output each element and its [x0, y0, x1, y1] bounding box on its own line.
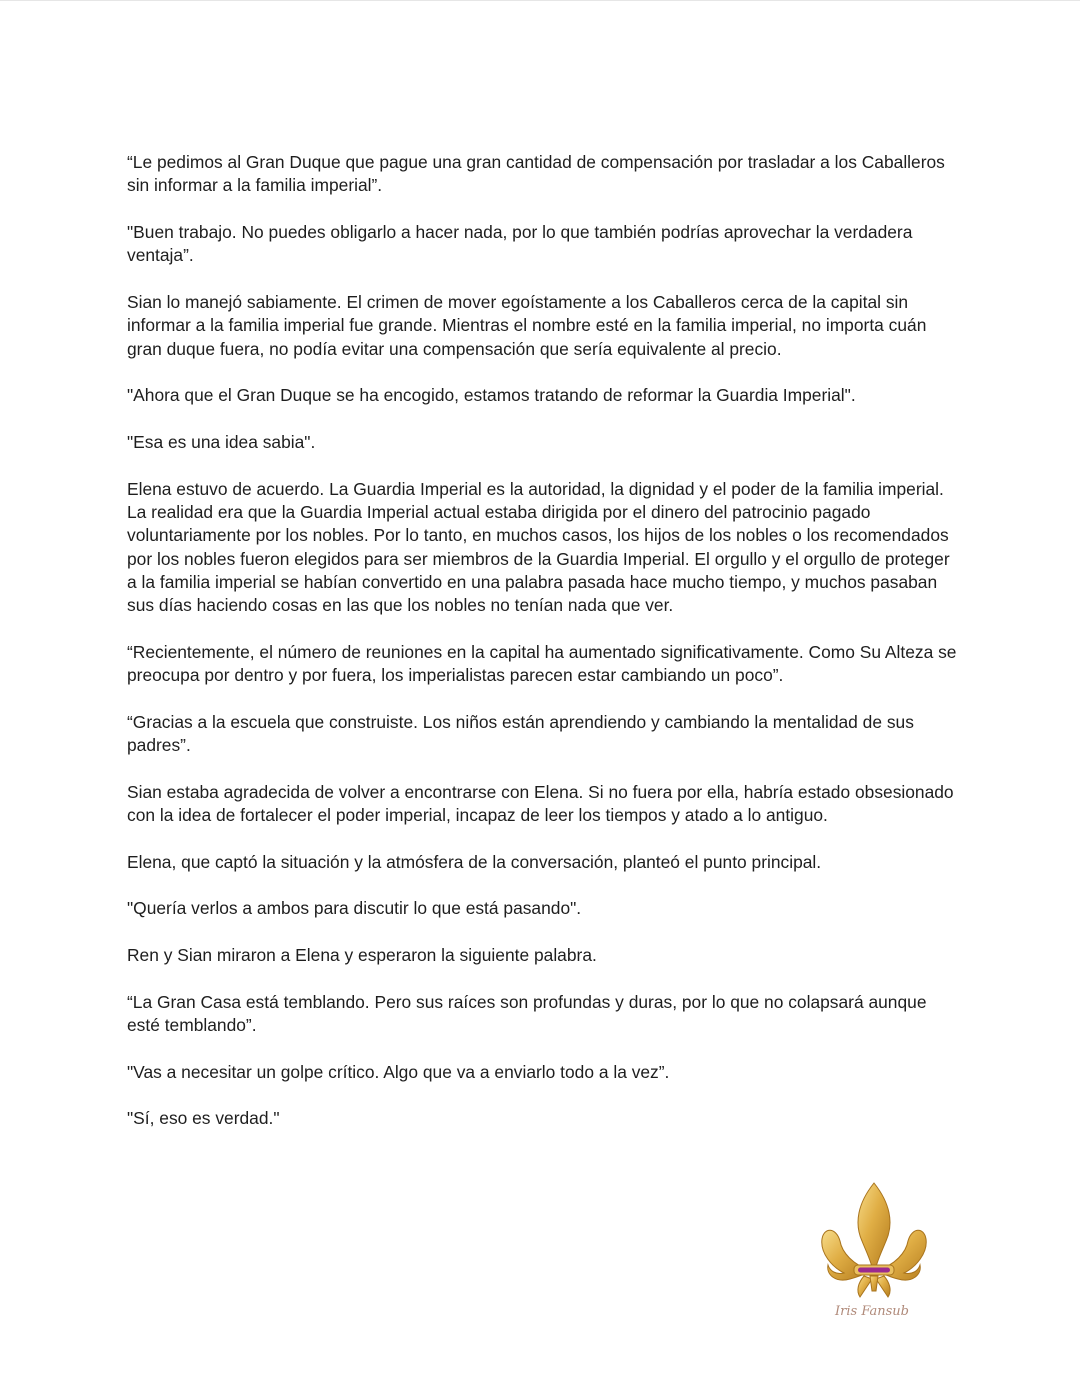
- paragraph: "Sí, eso es verdad.": [127, 1108, 280, 1129]
- paragraph: Elena, que captó la situación y la atmósfera de la conversación, planteó el punto principal.: [127, 851, 822, 872]
- paragraph: “Gracias a la escuela que construiste. Los niños están aprendiendo y cambiando la mentalidad de sus padres”.: [127, 711, 914, 756]
- paragraph: "Buen trabajo. No puedes obligarlo a hacer nada, por lo que también podrías aprovechar la verdadera ventaja”.: [127, 221, 913, 266]
- paragraph: Ren y Sian miraron a Elena y esperaron la siguiente palabra.: [127, 945, 597, 966]
- paragraph: "Esa es una idea sabia".: [127, 431, 316, 452]
- paragraph: “Recientemente, el número de reuniones en la capital ha aumentado significativamente. Como Su Alteza se preocupa por dentro y por fuera, los imperialistas parecen estar cambiando un poco”.: [127, 641, 957, 686]
- paragraph: "Vas a necesitar un golpe crítico. Algo que va a enviarlo todo a la vez”.: [127, 1061, 670, 1082]
- fleur-de-lis-icon: [814, 1179, 934, 1329]
- paragraph: "Quería verlos a ambos para discutir lo que está pasando".: [127, 898, 582, 919]
- paragraph: Sian estaba agradecida de volver a encontrarse con Elena. Si no fuera por ella, habría estado obsesionado con la idea de fortalecer el poder imperial, incapaz de leer los tiempos y atado a lo antiguo.: [127, 781, 954, 826]
- paragraph: “La Gran Casa está temblando. Pero sus raíces son profundas y duras, por lo que no colapsará aunque esté temblando”.: [127, 991, 927, 1036]
- paragraph: "Ahora que el Gran Duque se ha encogido, estamos tratando de reformar la Guardia Imperial".: [127, 385, 856, 406]
- watermark-logo: [814, 1179, 934, 1329]
- document-body: [127, 151, 957, 1154]
- paragraph: Sian lo manejó sabiamente. El crimen de mover egoístamente a los Caballeros cerca de la capital sin informar a la familia imperial fue grande. Mientras el nombre esté en la familia imperial, no importa cuán gran duque fuera, no podía evitar una compensación que sería equivalente al precio.: [127, 291, 927, 359]
- paragraph: Elena estuvo de acuerdo. La Guardia Imperial es la autoridad, la dignidad y el poder de la familia imperial. La realidad era que la Guardia Imperial actual estaba dirigida por el dinero del patrocinio pagado voluntariamente por los nobles. Por lo tanto, en muchos casos, los hijos de los nobles o los recomendados por los nobles fueron elegidos para ser miembros de la Guardia Imperial. El orgullo y el orgullo de proteger a la familia imperial se habían convertido en una palabra pasada hace mucho tiempo, y muchos pasaban sus días haciendo cosas en las que los nobles no tenían nada que ver.: [127, 478, 950, 616]
- paragraph: “Le pedimos al Gran Duque que pague una gran cantidad de compensación por trasladar a los Caballeros sin informar a la familia imperial”.: [127, 152, 945, 196]
- watermark-signature: Iris Fansub: [835, 1304, 909, 1319]
